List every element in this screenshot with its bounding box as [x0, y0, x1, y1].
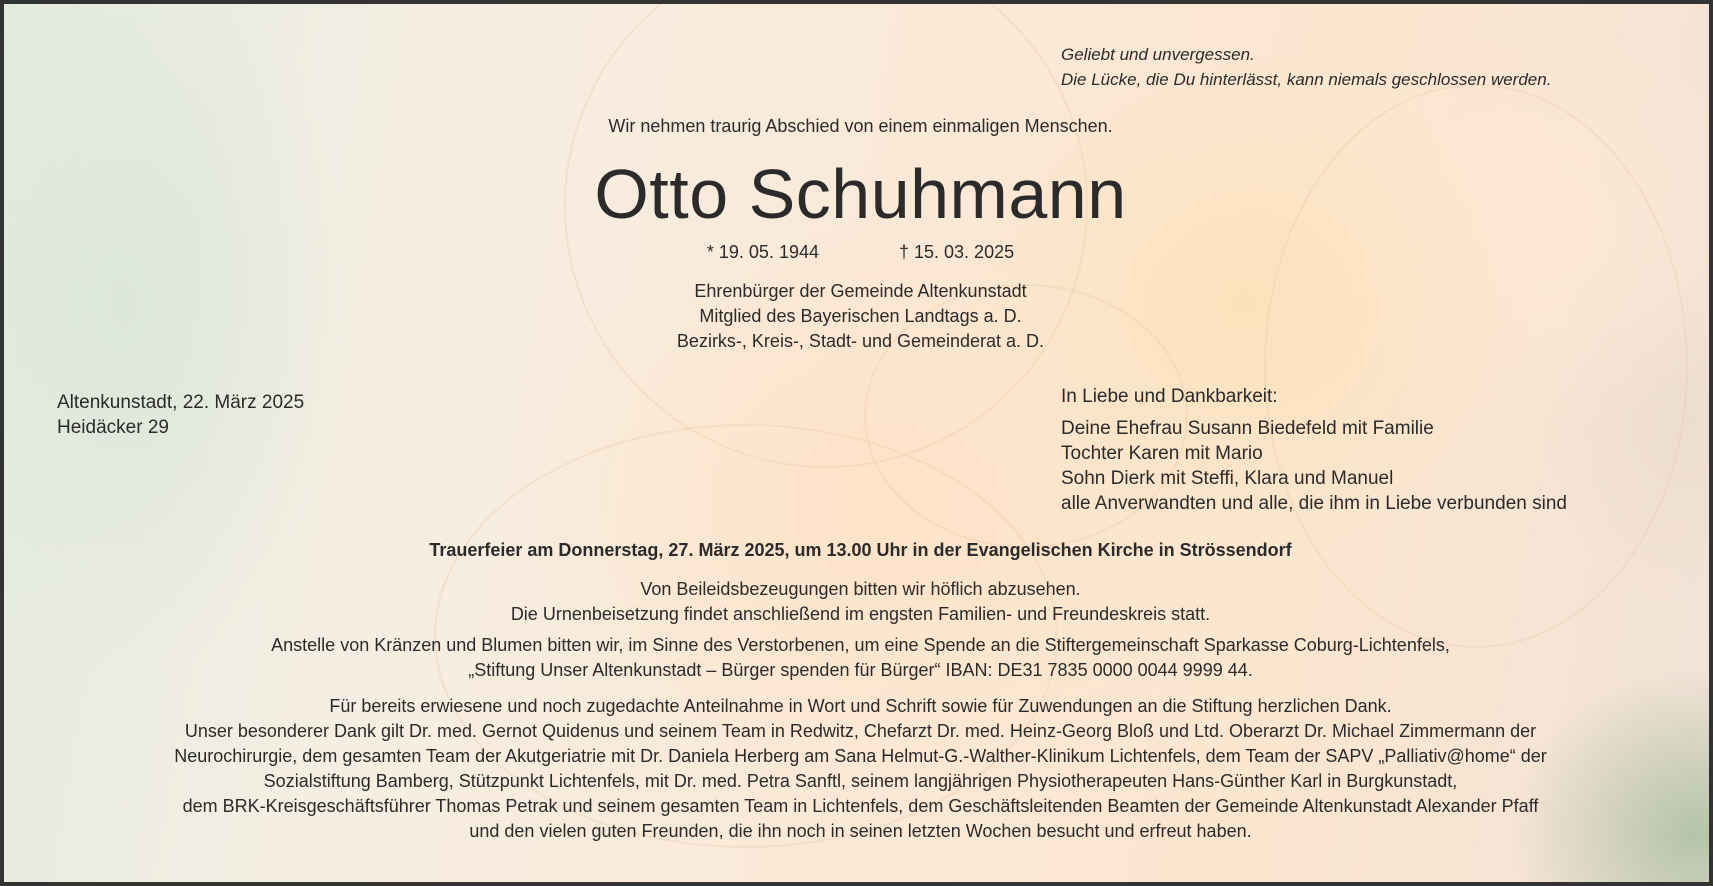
donation-notes	[4, 633, 1713, 683]
title-line: Ehrenbürger der Gemeinde Altenkunstadt	[694, 281, 1027, 301]
thanks-line: dem BRK-Kreisgeschäftsführer Thomas Petrak und seinem gesamten Team in Lichtenfels, dem Geschäftsleitenden Beamten der Gemeinde Altenkunstadt Alexander Pfaff	[182, 796, 1539, 816]
donation-line: Anstelle von Kränzen und Blumen bitten wir, im Sinne des Verstorbenen, um eine Spende an die Stiftergemeinschaft Sparkasse Coburg-Lichtenfels,	[271, 635, 1450, 655]
honorary-titles	[4, 279, 1713, 354]
note-line: Von Beileidsbezeugungen bitten wir höflich abzusehen.	[640, 579, 1081, 599]
thanks-line: Unser besonderer Dank gilt Dr. med. Gernot Quidenus und seinem Team in Redwitz, Chefarzt Dr. med. Heinz-Georg Bloß und Ltd. Oberarzt Dr. Michael Zimmermann der	[184, 721, 1537, 741]
mourner-line: Sohn Dierk mit Steffi, Klara und Manuel	[1061, 468, 1394, 489]
motto-line-1: Geliebt und unvergessen.	[1061, 45, 1255, 64]
condolence-notes	[4, 577, 1713, 627]
motto-line-2: Die Lücke, die Du hinterlässt, kann niemals geschlossen werden.	[1061, 70, 1552, 89]
city-date: Altenkunstadt, 22. März 2025	[57, 392, 305, 413]
title-line: Mitglied des Bayerischen Landtags a. D.	[699, 306, 1022, 326]
thanks-line: Für bereits erwiesene und noch zugedachte Anteilnahme in Wort und Schrift sowie für Zuwendungen an die Stiftung herzlichen Dank.	[329, 696, 1392, 716]
mourner-line: alle Anverwandten und alle, die ihm in Liebe verbunden sind	[1061, 493, 1567, 514]
donation-line: „Stiftung Unser Altenkunstadt – Bürger spenden für Bürger“ IBAN: DE31 7835 0000 0044 9999 44.	[468, 660, 1253, 680]
intro-text	[4, 116, 1713, 137]
mourner-line: Tochter Karen mit Mario	[1061, 443, 1263, 464]
mourners-heading: In Liebe und Dankbarkeit:	[1061, 386, 1278, 407]
note-line: Die Urnenbeisetzung findet anschließend im engsten Familien- und Freundeskreis statt.	[510, 604, 1211, 624]
title-line: Bezirks-, Kreis-, Stadt- und Gemeinderat a. D.	[676, 331, 1045, 351]
rose-petal-decoration	[564, 0, 1088, 468]
birth-date: * 19. 05. 1944	[706, 242, 819, 262]
mourner-line: Deine Ehefrau Susann Biedefeld mit Familie	[1061, 418, 1434, 439]
thanks-paragraph	[4, 694, 1713, 844]
thanks-line: Neurochirurgie, dem gesamten Team der Akutgeriatrie mit Dr. Daniela Herberg am Sana Helmut-G.-Walther-Klinikum Lichtenfels, dem Team der SAPV „Palliativ@home“ der	[174, 746, 1547, 766]
thanks-line: Sozialstiftung Bamberg, Stützpunkt Lichtenfels, mit Dr. med. Petra Sanftl, seinem langjährigen Physiotherapeuten Hans-Günther Karl in Burgkunstadt,	[263, 771, 1458, 791]
mourners-list	[1061, 384, 1567, 516]
motto-quote	[1061, 42, 1551, 92]
intro-sentence: Wir nehmen traurig Abschied von einem einmaligen Menschen.	[608, 116, 1113, 136]
place-and-date	[57, 390, 304, 440]
death-date: † 15. 03. 2025	[899, 242, 1015, 262]
thanks-line: und den vielen guten Freunden, die ihn noch in seinen letzten Wochen besucht und erfreut haben.	[469, 821, 1252, 841]
deceased-name: Otto Schuhmann	[594, 155, 1127, 233]
funeral-service-info: Trauerfeier am Donnerstag, 27. März 2025, um 13.00 Uhr in der Evangelischen Kirche in Strössendorf	[429, 540, 1292, 560]
street-address: Heidäcker 29	[57, 417, 169, 438]
life-dates	[4, 242, 1713, 263]
